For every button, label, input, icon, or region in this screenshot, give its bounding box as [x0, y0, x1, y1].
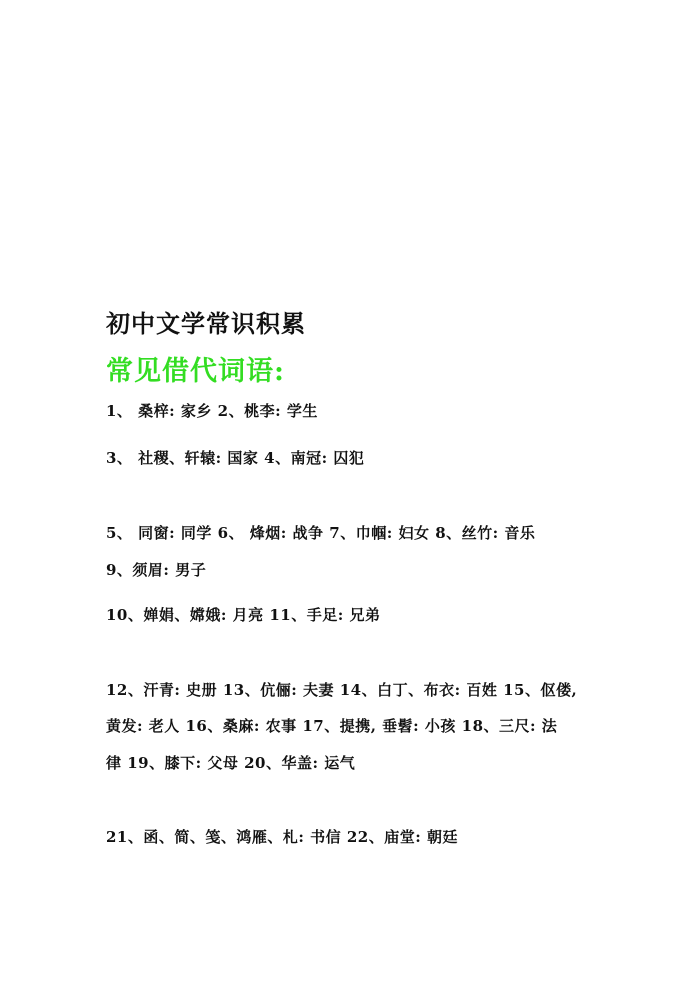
section-heading: 常见借代词语:: [106, 356, 285, 387]
list-item: 律 19、膝下: 父母 20、华盖: 运气: [106, 754, 356, 772]
list-item: 3、 社稷、轩辕: 国家 4、南冠: 囚犯: [106, 449, 365, 467]
list-item: 9、须眉: 男子: [106, 561, 207, 579]
page-title: 初中文学常识积累: [106, 310, 306, 338]
list-item: 黄发: 老人 16、桑麻: 农事 17、提携, 垂髫: 小孩 18、三尺: 法: [106, 717, 558, 735]
list-item: 1、 桑梓: 家乡 2、桃李: 学生: [106, 402, 318, 420]
list-item: 21、函、简、笺、鸿雁、札: 书信 22、庙堂: 朝廷: [106, 828, 458, 846]
list-item: 12、汗青: 史册 13、伉俪: 夫妻 14、白丁、布衣: 百姓 15、伛偻,: [106, 681, 578, 699]
list-item: 10、婵娟、嫦娥: 月亮 11、手足: 兄弟: [106, 606, 381, 624]
list-item: 5、 同窗: 同学 6、 烽烟: 战争 7、巾帼: 妇女 8、丝竹: 音乐: [106, 524, 536, 542]
